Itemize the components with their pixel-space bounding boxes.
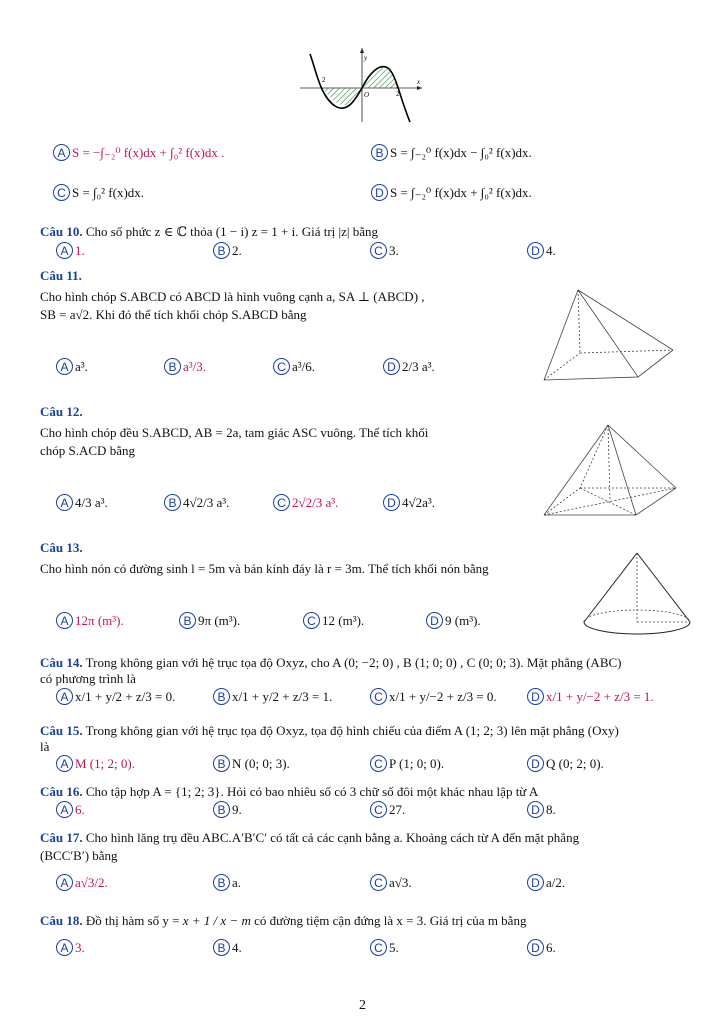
q18-option-d[interactable] bbox=[527, 939, 556, 956]
q14-label: Câu 14. bbox=[40, 655, 83, 670]
q18-text-before: Đồ thị hàm số y = bbox=[85, 913, 180, 928]
q15-text-line2: là bbox=[40, 739, 50, 754]
q13-label: Câu 13. bbox=[40, 540, 83, 555]
option-a-circle: A bbox=[56, 494, 73, 511]
option-b-circle: B bbox=[213, 874, 230, 891]
q15-option-c-text: P (1; 0; 0). bbox=[389, 755, 445, 771]
q15-label: Câu 15. bbox=[40, 723, 83, 738]
q16-option-b[interactable] bbox=[213, 801, 242, 818]
q14-stem bbox=[40, 654, 621, 671]
option-d-circle: D bbox=[527, 688, 544, 705]
option-c-circle: C bbox=[370, 242, 387, 259]
q15-option-b[interactable] bbox=[213, 755, 290, 772]
q9-option-a-text: S = −∫₋₂⁰ f(x)dx + ∫₀² f(x)dx . bbox=[72, 144, 225, 160]
q18-option-d-text: 6. bbox=[546, 939, 556, 955]
q18-option-b[interactable] bbox=[213, 939, 242, 956]
q11-label: Câu 11. bbox=[40, 268, 82, 283]
q16-option-b-text: 9. bbox=[232, 801, 242, 817]
q18-option-c[interactable] bbox=[370, 939, 399, 956]
option-a-circle: A bbox=[56, 688, 73, 705]
q14-option-c-text: x/1 + y/−2 + z/3 = 0. bbox=[389, 688, 497, 704]
q10-text: Cho số phức z ∈ ℂ thỏa (1 − i) z = 1 + i. Giá trị |z| bằng bbox=[85, 224, 379, 239]
q16-option-c-text: 27. bbox=[389, 801, 406, 817]
q11-option-b-text: a³/3. bbox=[183, 358, 207, 374]
q9-graph bbox=[300, 48, 425, 123]
q16-option-d[interactable] bbox=[527, 801, 556, 818]
option-a-circle: A bbox=[56, 612, 73, 629]
option-c-circle: C bbox=[370, 939, 387, 956]
q16-label: Câu 16. bbox=[40, 784, 83, 799]
option-c-circle: C bbox=[370, 755, 387, 772]
option-b-circle: B bbox=[213, 242, 230, 259]
option-a-circle: A bbox=[56, 874, 73, 891]
q13-text: Cho hình nón có đường sinh l = 5m và bán kính đáy là r = 3m. Thể tích khối nón bằng bbox=[40, 561, 489, 576]
option-c-circle: C bbox=[273, 494, 290, 511]
q11-option-c[interactable] bbox=[273, 358, 315, 375]
page-number: 2 bbox=[359, 998, 366, 1013]
q18-option-a[interactable] bbox=[56, 939, 85, 956]
q12-option-b[interactable] bbox=[164, 494, 229, 511]
q13-option-b-text: 9π (m³). bbox=[198, 612, 241, 628]
option-d-circle: D bbox=[383, 358, 400, 375]
q12-option-c[interactable] bbox=[273, 494, 338, 511]
q13-cone-figure bbox=[582, 550, 692, 640]
q9-option-b[interactable] bbox=[371, 144, 532, 161]
q16-option-c[interactable] bbox=[370, 801, 405, 818]
q11-option-a-text: a³. bbox=[75, 358, 88, 374]
q15-option-d-text: Q (0; 2; 0). bbox=[546, 755, 604, 771]
option-d-circle: D bbox=[426, 612, 443, 629]
tick-right: 2 bbox=[396, 90, 400, 98]
option-b-circle: B bbox=[213, 939, 230, 956]
q14-option-b-text: x/1 + y/2 + z/3 = 1. bbox=[232, 688, 333, 704]
q10-option-b-text: 2. bbox=[232, 242, 242, 258]
q15-option-d[interactable] bbox=[527, 755, 604, 772]
option-d-circle: D bbox=[527, 801, 544, 818]
q12-pyramid-figure bbox=[538, 420, 683, 520]
q16-option-a[interactable] bbox=[56, 801, 85, 818]
option-c-circle: C bbox=[53, 184, 70, 201]
x-axis-label: x bbox=[417, 78, 421, 86]
q12-text-line2: chóp S.ACD bằng bbox=[40, 443, 135, 458]
q12-text-line1: Cho hình chóp đều S.ABCD, AB = 2a, tam giác ASC vuông. Thể tích khối bbox=[40, 425, 429, 440]
q15-option-a-text: M (1; 2; 0). bbox=[75, 755, 135, 771]
option-c-circle: C bbox=[303, 612, 320, 629]
q18-option-b-text: 4. bbox=[232, 939, 242, 955]
q12-option-a-text: 4/3 a³. bbox=[75, 494, 108, 510]
q9-option-b-text: S = ∫₋₂⁰ f(x)dx − ∫₀² f(x)dx. bbox=[390, 144, 532, 160]
q12-option-d-text: 4√2a³. bbox=[402, 494, 436, 510]
q12-option-d[interactable] bbox=[383, 494, 435, 511]
option-a-circle: A bbox=[56, 939, 73, 956]
q13-option-a[interactable] bbox=[56, 612, 124, 629]
q12-label: Câu 12. bbox=[40, 404, 83, 419]
q14-option-b[interactable] bbox=[213, 688, 332, 705]
q13-option-d-text: 9 (m³). bbox=[445, 612, 481, 628]
q17-option-d-text: a/2. bbox=[546, 874, 566, 890]
q16-text: Cho tập hợp A = {1; 2; 3}. Hỏi có bao nhiêu số có 3 chữ số đôi một khác nhau lập từ A bbox=[85, 784, 539, 799]
q14-option-a-text: x/1 + y/2 + z/3 = 0. bbox=[75, 688, 176, 704]
q14-option-d-text: x/1 + y/−2 + z/3 = 1. bbox=[546, 688, 654, 704]
q11-option-b[interactable] bbox=[164, 358, 206, 375]
q15-stem bbox=[40, 722, 619, 739]
q11-text-line2: SB = a√2. Khi đó thể tích khối chóp S.ABCD bằng bbox=[40, 307, 307, 322]
q9-option-d-text: S = ∫₋₂⁰ f(x)dx + ∫₀² f(x)dx. bbox=[390, 184, 532, 200]
q10-option-d[interactable] bbox=[527, 242, 556, 259]
q16-option-a-text: 6. bbox=[75, 801, 85, 817]
q13-option-b[interactable] bbox=[179, 612, 240, 629]
q17-text-line1: Cho hình lăng trụ đều ABC.A′B′C′ có tất cả các cạnh bằng a. Khoảng cách từ A đến mặt phẳng bbox=[85, 830, 580, 845]
q17-text-line2: (BCC′B′) bằng bbox=[40, 848, 118, 863]
q18-option-c-text: 5. bbox=[389, 939, 399, 955]
option-b-circle: B bbox=[164, 358, 181, 375]
option-a-circle: A bbox=[56, 755, 73, 772]
option-b-circle: B bbox=[213, 801, 230, 818]
q13-option-d[interactable] bbox=[426, 612, 481, 629]
option-a-circle: A bbox=[53, 144, 70, 161]
q17-option-d[interactable] bbox=[527, 874, 565, 891]
q11-option-a[interactable] bbox=[56, 358, 88, 375]
q17-label: Câu 17. bbox=[40, 830, 83, 845]
option-b-circle: B bbox=[164, 494, 181, 511]
q12-option-c-text: 2√2/3 a³. bbox=[292, 494, 339, 510]
q17-stem bbox=[40, 829, 579, 846]
q10-option-c[interactable] bbox=[370, 242, 399, 259]
q17-option-b[interactable] bbox=[213, 874, 241, 891]
option-d-circle: D bbox=[527, 874, 544, 891]
q10-stem bbox=[40, 223, 378, 240]
q15-option-a[interactable] bbox=[56, 755, 135, 772]
q17-option-b-text: a. bbox=[232, 874, 242, 890]
q15-option-b-text: N (0; 0; 3). bbox=[232, 755, 290, 771]
option-d-circle: D bbox=[527, 939, 544, 956]
q10-option-c-text: 3. bbox=[389, 242, 399, 258]
q11-text-line1: Cho hình chóp S.ABCD có ABCD là hình vuông cạnh a, SA ⊥ (ABCD) , bbox=[40, 289, 425, 304]
option-b-circle: B bbox=[213, 755, 230, 772]
q16-option-d-text: 8. bbox=[546, 801, 556, 817]
option-c-circle: C bbox=[370, 874, 387, 891]
q17-option-a-text: a√3/2. bbox=[75, 874, 108, 890]
q14-text-line1: Trong không gian với hệ trục tọa độ Oxyz, cho A (0; −2; 0) , B (1; 0; 0) , C (0; 0; 3). Mặt phẳng (ABC) bbox=[85, 655, 622, 670]
tick-left: 2 bbox=[322, 76, 326, 84]
q14-text-line2: có phương trình là bbox=[40, 671, 136, 686]
q17-option-c-text: a√3. bbox=[389, 874, 412, 890]
option-a-circle: A bbox=[56, 358, 73, 375]
q9-option-d[interactable] bbox=[371, 184, 532, 201]
q10-label: Câu 10. bbox=[40, 224, 83, 239]
q17-option-c[interactable] bbox=[370, 874, 412, 891]
q14-option-c[interactable] bbox=[370, 688, 497, 705]
q18-fraction: x + 1 / x − m bbox=[182, 913, 251, 928]
q18-option-a-text: 3. bbox=[75, 939, 85, 955]
q15-text-line1: Trong không gian với hệ trục tọa độ Oxyz, tọa độ hình chiếu của điểm A (1; 2; 3) lên mặt phẳng (Oxy) bbox=[85, 723, 619, 738]
q12-option-a[interactable] bbox=[56, 494, 108, 511]
origin-label: O bbox=[364, 91, 370, 99]
q9-option-a[interactable] bbox=[53, 144, 224, 161]
option-b-circle: B bbox=[371, 144, 388, 161]
q9-option-c[interactable] bbox=[53, 184, 144, 201]
q15-option-c[interactable] bbox=[370, 755, 444, 772]
option-a-circle: A bbox=[56, 242, 73, 259]
q11-option-c-text: a³/6. bbox=[292, 358, 316, 374]
q10-option-b[interactable] bbox=[213, 242, 242, 259]
q11-option-d[interactable] bbox=[383, 358, 435, 375]
q16-stem bbox=[40, 783, 538, 800]
option-c-circle: C bbox=[273, 358, 290, 375]
q10-option-d-text: 4. bbox=[546, 242, 556, 258]
q18-text-after: có đường tiệm cận đứng là x = 3. Giá trị của m bằng bbox=[254, 913, 527, 928]
option-b-circle: B bbox=[213, 688, 230, 705]
option-d-circle: D bbox=[383, 494, 400, 511]
option-a-circle: A bbox=[56, 801, 73, 818]
option-d-circle: D bbox=[527, 242, 544, 259]
q9-option-c-text: S = ∫₀² f(x)dx. bbox=[72, 184, 145, 200]
q10-option-a-text: 1. bbox=[75, 242, 85, 258]
q11-pyramid-figure bbox=[538, 285, 683, 385]
option-b-circle: B bbox=[179, 612, 196, 629]
q13-option-c[interactable] bbox=[303, 612, 364, 629]
option-d-circle: D bbox=[527, 755, 544, 772]
q14-option-a[interactable] bbox=[56, 688, 175, 705]
option-c-circle: C bbox=[370, 801, 387, 818]
option-d-circle: D bbox=[371, 184, 388, 201]
q11-option-d-text: 2/3 a³. bbox=[402, 358, 435, 374]
option-c-circle: C bbox=[370, 688, 387, 705]
q13-option-c-text: 12 (m³). bbox=[322, 612, 365, 628]
q12-option-b-text: 4√2/3 a³. bbox=[183, 494, 230, 510]
q18-label: Câu 18. bbox=[40, 913, 83, 928]
q10-option-a[interactable] bbox=[56, 242, 85, 259]
q17-option-a[interactable] bbox=[56, 874, 108, 891]
q14-option-d[interactable] bbox=[527, 688, 654, 705]
q18-stem bbox=[40, 912, 526, 929]
y-axis-label: y bbox=[364, 54, 368, 62]
q13-option-a-text: 12π (m³). bbox=[75, 612, 124, 628]
